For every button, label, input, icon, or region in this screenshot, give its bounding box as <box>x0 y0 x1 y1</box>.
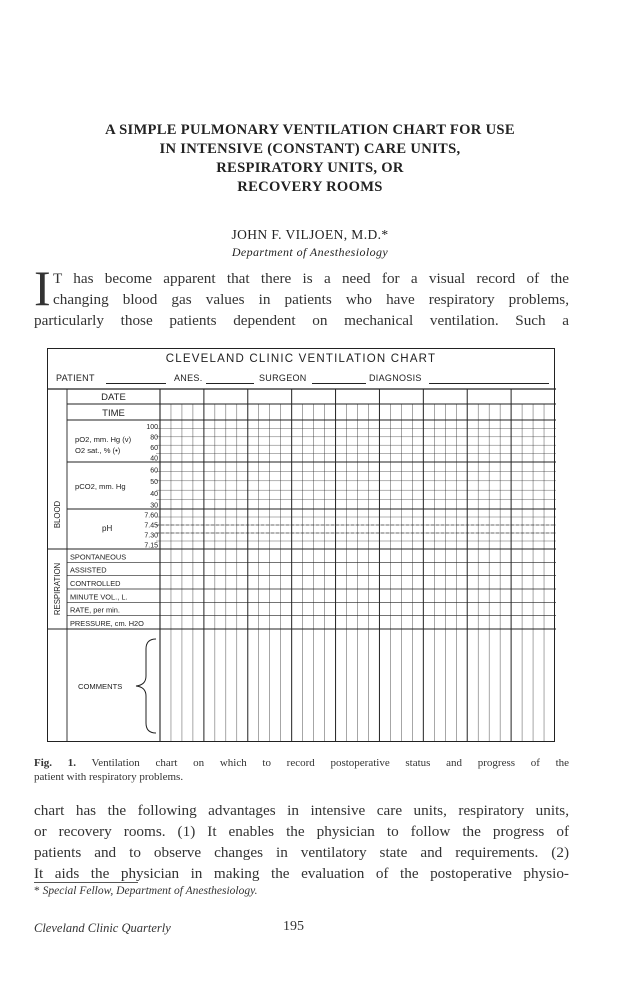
po2-tick-label: 80 <box>150 434 158 442</box>
department: Department of Anesthesiology <box>231 245 389 259</box>
ventilation-chart <box>47 348 555 742</box>
anes-field-line <box>206 383 254 384</box>
chart-grid <box>48 349 556 743</box>
caption-text: patient with respiratory problems. <box>34 771 184 783</box>
respiration-row-label: PRESSURE, cm. H2O <box>70 619 144 628</box>
title-line: A SIMPLE PULMONARY VENTILATION CHART FOR USE <box>105 122 515 138</box>
anes-field-label: ANES. <box>174 373 203 383</box>
surgeon-field-line <box>312 383 366 384</box>
respiration-row-label: ASSISTED <box>70 565 107 575</box>
pco2-tick-label: 30 <box>150 502 158 510</box>
intro-paragraph <box>34 260 569 331</box>
page-number: 195 <box>283 919 304 934</box>
footnote-rule <box>34 882 138 883</box>
chart-title: CLEVELAND CLINIC VENTILATION CHART <box>165 353 437 365</box>
author: JOHN F. VILJOEN, M.D.* <box>231 227 389 242</box>
ph-tick-label: 7.30 <box>144 532 158 540</box>
respiration-group-label: RESPIRATION <box>53 562 62 616</box>
article-title <box>30 121 590 197</box>
respiration-row-label: CONTROLLED <box>70 579 121 588</box>
diagnosis-field-line <box>429 383 549 384</box>
journal-name: Cleveland Clinic Quarterly <box>34 921 171 935</box>
title-line: RESPIRATORY UNITS, OR <box>216 160 404 176</box>
pco2-tick-label: 60 <box>150 467 158 475</box>
footnote <box>34 885 257 897</box>
pco2-tick-label: 40 <box>150 490 158 498</box>
date-row-label: DATE <box>101 392 126 403</box>
text-line: patients and to observe changes in ventilatory state and requirements. (2) <box>34 844 569 861</box>
pco2-row-label: pCO2, mm. Hg <box>75 482 126 491</box>
figure-caption <box>34 756 569 784</box>
ph-tick-label: 7.15 <box>144 542 158 550</box>
ph-row-label: pH <box>102 524 113 533</box>
po2-tick-label: 40 <box>150 455 158 463</box>
caption-text: Ventilation chart on which to record postoperative status and progress of the <box>75 757 570 769</box>
po2-tick-label: 100 <box>146 424 158 431</box>
title-line: IN INTENSIVE (CONSTANT) CARE UNITS, <box>159 141 461 157</box>
pco2-tick-label: 50 <box>150 479 158 486</box>
surgeon-field-label: SURGEON <box>259 373 307 383</box>
text-line: particularly those patients dependent on mechanical ventilation. Such a <box>34 312 569 329</box>
footnote-marker: * <box>34 885 40 897</box>
drop-cap: I <box>34 260 51 316</box>
ph-tick-label: 7.60 <box>144 512 158 520</box>
respiration-row-label: RATE, per min. <box>70 605 120 615</box>
text-line: changing blood gas values in patients who have respiratory problems, <box>53 291 569 308</box>
caption-label: Fig. 1. <box>34 757 76 769</box>
comments-brace <box>136 639 156 733</box>
patient-field-line <box>106 383 166 384</box>
o2-sat-row-label: O2 sat., % (•) <box>75 446 121 455</box>
patient-field-label: PATIENT <box>56 373 95 383</box>
respiration-row-label: SPONTANEOUS <box>70 552 127 562</box>
diagnosis-field-label: DIAGNOSIS <box>369 373 422 383</box>
po2-tick-label: 60 <box>150 445 158 452</box>
text-line: chart has the following advantages in intensive care units, respiratory units, <box>34 802 569 819</box>
po2-row-label: pO2, mm. Hg (v) <box>75 435 132 444</box>
text-line: It aids the physician in making the evaluation of the postoperative physio- <box>34 865 569 882</box>
comments-row-label: COMMENTS <box>78 682 123 691</box>
footnote-text: Special Fellow, Department of Anesthesiology. <box>39 885 258 897</box>
body-paragraph <box>34 800 569 884</box>
ph-tick-label: 7.45 <box>144 522 158 530</box>
respiration-row-label: MINUTE VOL., L. <box>70 592 128 602</box>
text-line: T has become apparent that there is a need for a visual record of the <box>53 270 569 287</box>
time-row-label: TIME <box>102 408 125 419</box>
text-line: or recovery rooms. (1) It enables the physician to follow the progress of <box>34 823 569 840</box>
blood-group-label: BLOOD <box>53 500 62 529</box>
title-line: RECOVERY ROOMS <box>237 179 383 195</box>
chart-header-fields <box>56 373 550 387</box>
